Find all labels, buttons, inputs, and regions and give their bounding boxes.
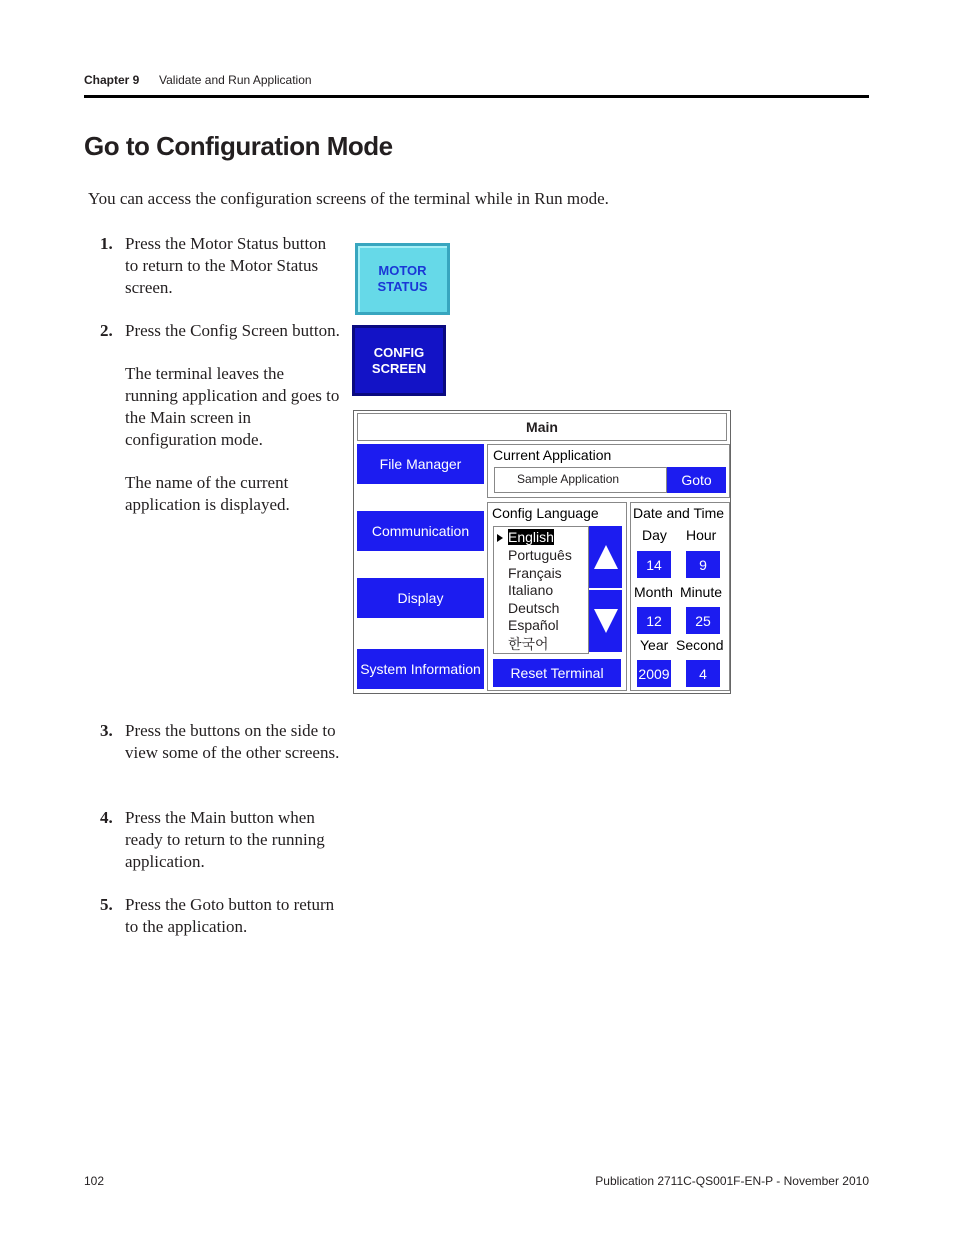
- language-item[interactable]: Português: [508, 547, 572, 563]
- second-field[interactable]: 4: [686, 660, 720, 687]
- minute-label: Minute: [680, 584, 723, 600]
- step-number: 3.: [100, 721, 113, 740]
- reset-terminal-button[interactable]: Reset Terminal: [493, 659, 621, 687]
- language-item[interactable]: Español: [508, 617, 559, 633]
- config-button-line1: CONFIG: [373, 344, 425, 360]
- language-item-selected[interactable]: English: [508, 529, 554, 545]
- goto-button[interactable]: Goto: [667, 467, 726, 493]
- chapter-label: Chapter 9: [84, 73, 140, 87]
- config-language-label: Config Language: [492, 505, 599, 521]
- scroll-up-button[interactable]: [589, 526, 622, 588]
- communication-button[interactable]: Communication: [357, 511, 484, 551]
- page-number: 102: [84, 1174, 105, 1188]
- section-label: Validate and Run Application: [159, 73, 312, 87]
- config-button-line2: SCREEN: [371, 360, 427, 376]
- selection-arrow-icon: [497, 534, 503, 542]
- step-number: 4.: [100, 808, 113, 827]
- current-application-label: Current Application: [493, 447, 612, 463]
- page-title: Go to Configuration Mode: [84, 131, 393, 161]
- config-language-group: [487, 502, 627, 691]
- file-manager-button[interactable]: File Manager: [357, 444, 484, 484]
- step-5: [100, 894, 340, 938]
- step-number: 1.: [100, 234, 113, 253]
- scroll-down-button[interactable]: [589, 590, 622, 652]
- step-note: The name of the current application is displayed.: [125, 473, 290, 514]
- date-time-group: [630, 502, 730, 691]
- language-item[interactable]: Deutsch: [508, 600, 560, 616]
- step-number: 5.: [100, 895, 113, 914]
- step-4: [100, 807, 340, 873]
- step-text: Press the buttons on the side to view some of the other screens.: [125, 721, 340, 762]
- step-text: Press the Config Screen button.: [125, 321, 340, 340]
- hour-label: Hour: [686, 527, 717, 543]
- language-item[interactable]: 한국어: [508, 636, 549, 652]
- application-name-field: [494, 467, 667, 493]
- up-arrow-icon: [593, 543, 619, 571]
- current-application-group: [487, 444, 730, 498]
- year-label: Year: [640, 637, 669, 653]
- language-list[interactable]: [493, 526, 589, 654]
- language-item[interactable]: Français: [508, 565, 562, 581]
- header-rule: [84, 95, 869, 98]
- system-information-button[interactable]: System Information: [357, 649, 484, 689]
- publication-info: Publication 2711C-QS001F-EN-P - November 2010: [595, 1174, 869, 1188]
- step-text: Press the Motor Status button to return to the Motor Status screen.: [125, 234, 327, 297]
- second-label: Second: [676, 637, 724, 653]
- running-header: [84, 73, 312, 87]
- step-3: [100, 720, 340, 764]
- motor-status-button[interactable]: [355, 243, 450, 315]
- day-label: Day: [642, 527, 667, 543]
- step-2: [100, 320, 340, 516]
- hour-field[interactable]: 9: [686, 551, 720, 578]
- display-button[interactable]: Display: [357, 578, 484, 618]
- minute-field[interactable]: 25: [686, 607, 720, 634]
- date-time-label: Date and Time: [633, 505, 725, 521]
- config-screen-button[interactable]: [352, 325, 446, 396]
- step-note: The terminal leaves the running application and goes to the Main screen in configuration mode.: [125, 364, 340, 449]
- month-label: Month: [634, 584, 673, 600]
- down-arrow-icon: [593, 607, 619, 635]
- motor-button-line1: MOTOR: [378, 263, 427, 278]
- day-field[interactable]: 14: [637, 551, 671, 578]
- application-name: Sample Application: [517, 472, 620, 486]
- month-field[interactable]: 12: [637, 607, 671, 634]
- terminal-main-screen: [353, 410, 731, 694]
- step-text: Press the Goto button to return to the application.: [125, 895, 335, 936]
- intro-paragraph: You can access the configuration screens of the terminal while in Run mode.: [88, 189, 609, 208]
- year-field[interactable]: 2009: [637, 660, 671, 687]
- language-item[interactable]: Italiano: [508, 582, 554, 598]
- step-text: Press the Main button when ready to return to the running application.: [125, 808, 325, 871]
- terminal-title: Main: [357, 413, 727, 441]
- step-number: 2.: [100, 321, 113, 340]
- step-1: [100, 233, 340, 299]
- motor-button-line2: STATUS: [377, 279, 428, 294]
